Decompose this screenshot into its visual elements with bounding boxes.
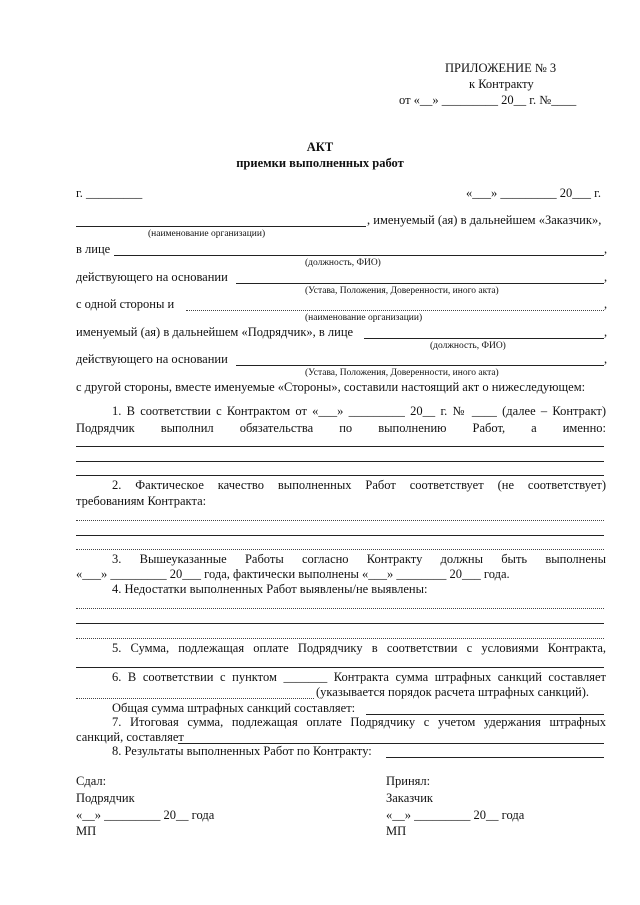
place-field: г. _________ bbox=[76, 186, 143, 200]
item-8-text: 8. Результаты выполненных Работ по Контракту: bbox=[112, 744, 372, 758]
item-4-fill-line bbox=[76, 623, 604, 624]
other-side-text: с другой стороны, вместе именуемые «Стороны», составили настоящий акт о нижеследующем: bbox=[76, 380, 586, 394]
item-4-fill-line bbox=[76, 608, 604, 609]
contractor-person-line bbox=[364, 338, 604, 339]
customer-person-line bbox=[114, 255, 604, 256]
contractor-basis-line bbox=[236, 365, 604, 366]
document-title: АКТ bbox=[306, 140, 334, 154]
acting-basis-label-2: действующего на основании bbox=[76, 352, 228, 366]
item-4-text: 4. Недостатки выполненных Работ выявлены/не выявлены: bbox=[112, 582, 428, 596]
basis-hint-2: (Устава, Положения, Доверенности, иного акта) bbox=[305, 368, 499, 378]
contractor-named-text: именуемый (ая) в дальнейшем «Подрядчик», в лице bbox=[76, 325, 354, 339]
item-1-fill-line bbox=[76, 461, 604, 462]
contractor-role: Подрядчик bbox=[76, 791, 135, 805]
position-hint-2: (должность, ФИО) bbox=[430, 341, 506, 351]
org-name-hint: (наименование организации) bbox=[148, 229, 266, 239]
one-side-label: с одной стороны и bbox=[76, 297, 175, 311]
item-7-line-1: 7. Итоговая сумма, подлежащая оплате Подрядчику с учетом удержания штрафных bbox=[112, 715, 606, 729]
item-5-text: 5. Сумма, подлежащая оплате Подрядчику в соответствии с условиями Контракта, bbox=[112, 641, 606, 655]
item-2-fill-line bbox=[76, 520, 604, 521]
contractor-org-line bbox=[186, 310, 604, 311]
acting-basis-label: действующего на основании bbox=[76, 270, 228, 284]
comma: , bbox=[604, 242, 608, 256]
document-subtitle: приемки выполненных работ bbox=[236, 156, 404, 170]
appendix-number: ПРИЛОЖЕНИЕ № 3 bbox=[445, 61, 557, 75]
item-6-line-2: (указывается порядок расчета штрафных санкций). bbox=[316, 685, 589, 699]
item-7-line-2: санкций, составляет bbox=[76, 730, 184, 744]
customer-org-line bbox=[76, 226, 366, 227]
customer-role: Заказчик bbox=[386, 791, 433, 805]
item-1-fill-line bbox=[76, 446, 604, 447]
customer-basis-line bbox=[236, 283, 604, 284]
item-6-line-3: Общая сумма штрафных санкций составляет: bbox=[112, 701, 356, 715]
item-5-fill-line bbox=[76, 667, 604, 668]
item-1-line-1: 1. В соответствии с Контрактом от «___» _________ 20__ г. № ____ (далее – Контракт) bbox=[112, 404, 606, 418]
comma: , bbox=[604, 325, 608, 339]
to-contract: к Контракту bbox=[469, 77, 534, 91]
basis-hint: (Устава, Положения, Доверенности, иного акта) bbox=[305, 286, 499, 296]
position-hint: (должность, ФИО) bbox=[305, 258, 381, 268]
accepted-label: Принял: bbox=[386, 774, 431, 788]
act-date-field: «___» _________ 20___ г. bbox=[466, 186, 601, 200]
comma: , bbox=[604, 352, 608, 366]
item-1-fill-line bbox=[76, 475, 604, 476]
item-6-fill-line bbox=[76, 698, 314, 699]
item-3-line-1: 3. Вышеуказанные Работы согласно Контракту должны быть выполнены bbox=[112, 552, 606, 566]
contract-date-line: от «__» _________ 20__ г. №____ bbox=[399, 93, 577, 107]
item-2-fill-line bbox=[76, 549, 604, 550]
item-2-line-2: требованиям Контракта: bbox=[76, 494, 207, 508]
comma: , bbox=[604, 270, 608, 284]
item-1-line-2: Подрядчик выполнил обязательства по выполнению Работ, а именно: bbox=[76, 421, 606, 435]
item-6-line-1: 6. В соответствии с пунктом _______ Контракта сумма штрафных санкций составляет bbox=[112, 670, 606, 684]
customer-named-text: , именуемый (ая) в дальнейшем «Заказчик», bbox=[367, 213, 602, 227]
item-4-fill-line bbox=[76, 638, 604, 639]
item-2-fill-line bbox=[76, 535, 604, 536]
contractor-stamp: МП bbox=[76, 824, 97, 838]
results-line bbox=[386, 757, 604, 758]
customer-stamp: МП bbox=[386, 824, 407, 838]
contractor-sign-date: «__» _________ 20__ года bbox=[76, 808, 215, 822]
handed-over-label: Сдал: bbox=[76, 774, 107, 788]
org-name-hint-2: (наименование организации) bbox=[305, 313, 423, 323]
item-2-line-1: 2. Фактическое качество выполненных Работ соответствует (не соответствует) bbox=[112, 478, 606, 492]
comma: , bbox=[604, 297, 608, 311]
in-person-label: в лице bbox=[76, 242, 111, 256]
customer-sign-date: «__» _________ 20__ года bbox=[386, 808, 525, 822]
item-3-line-2: «___» _________ 20___ года, фактически выполнены «___» ________ 20___ года. bbox=[76, 567, 510, 581]
